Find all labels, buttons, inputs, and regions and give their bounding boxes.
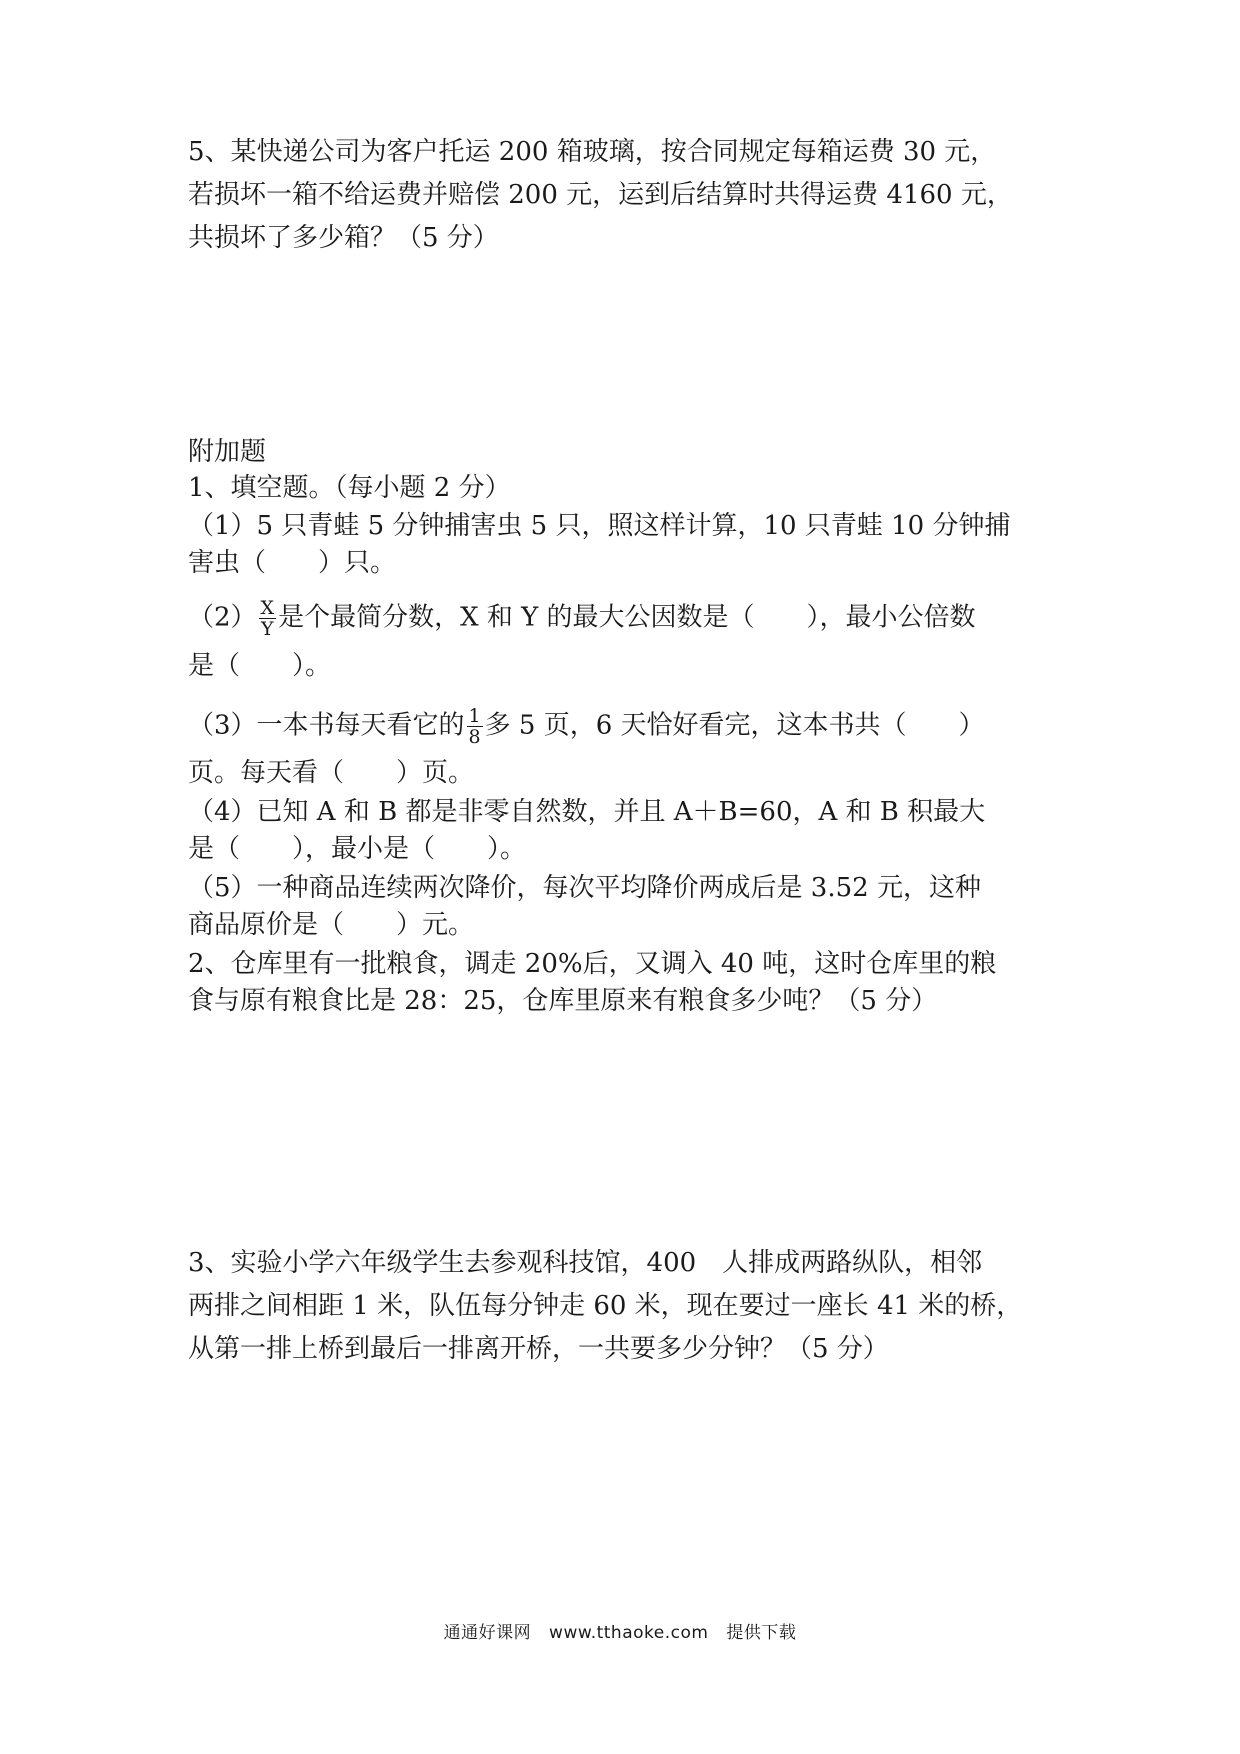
fraction-denominator: Y: [261, 618, 274, 640]
bonus-q1-sub3-line-2: 页。每天看（ ）页。: [188, 758, 475, 788]
sub3-prefix: （3）一本书每天看它的: [188, 710, 465, 741]
fraction-numerator: X: [260, 597, 275, 619]
fraction-numerator: 1: [468, 705, 481, 727]
bonus-q1-sub2-line-2: 是（ ）。: [188, 651, 332, 681]
footer-url: www.tthaoke.com: [549, 1623, 709, 1643]
sub3-rest: 多 5 页，6 天恰好看完，这本书共（ ）: [484, 710, 985, 741]
bonus-q1-sub2-line-1: [188, 598, 976, 639]
bonus-q1-sub1-line-2: 害虫（ ）只。: [188, 548, 397, 578]
bonus-q2-line-1: 2、仓库里有一批粮食，调走 20%后，又调入 40 吨，这时仓库里的粮: [188, 949, 997, 979]
bonus-q1-sub1-line-1: （1）5 只青蛙 5 分钟捕害虫 5 只，照这样计算，10 只青蛙 10 分钟捕: [188, 511, 1011, 541]
sub2-rest: 是个最简分数，X 和 Y 的最大公因数是（ ），最小公倍数: [278, 602, 976, 633]
bonus-q2-line-2: 食与原有粮食比是 28：25，仓库里原来有粮食多少吨？（5 分）: [188, 986, 938, 1016]
fraction-one-eighth: [467, 706, 483, 747]
bonus-q3-line-1: 3、实验小学六年级学生去参观科技馆，400 人排成两路纵队，相邻: [188, 1248, 983, 1278]
q5-line-1: 5、某快递公司为客户托运 200 箱玻璃，按合同规定每箱运费 30 元，: [188, 137, 997, 167]
bonus-q1-sub3-line-1: [188, 706, 985, 747]
footer-site-name: 通通好课网: [443, 1623, 532, 1643]
page-footer: [0, 1622, 1240, 1644]
bonus-q1-sub4-line-1: （4）已知 A 和 B 都是非零自然数，并且 A＋B=60，A 和 B 积最大: [188, 797, 986, 827]
bonus-q1-sub4-line-2: 是（ ），最小是（ ）。: [188, 834, 527, 864]
bonus-q1-header: 1、填空题。（每小题 2 分）: [188, 473, 511, 503]
q5-line-2: 若损坏一箱不给运费并赔偿 200 元，运到后结算时共得运费 4160 元，: [188, 180, 1013, 210]
sub2-prefix: （2）: [188, 602, 257, 633]
fraction-x-over-y: [259, 598, 277, 639]
footer-suffix: 提供下载: [726, 1623, 797, 1643]
bonus-title: 附加题: [188, 437, 267, 467]
q5-line-3: 共损坏了多少箱？（5 分）: [188, 223, 499, 253]
bonus-q1-sub5-line-2: 商品原价是（ ）元。: [188, 910, 475, 940]
bonus-q3-line-3: 从第一排上桥到最后一排离开桥，一共要多少分钟？（5 分）: [188, 1334, 889, 1364]
fraction-denominator: 8: [468, 726, 481, 748]
bonus-q3-line-2: 两排之间相距 1 米，队伍每分钟走 60 米，现在要过一座长 41 米的桥，: [188, 1291, 1023, 1321]
bonus-q1-sub5-line-1: （5）一种商品连续两次降价，每次平均降价两成后是 3.52 元，这种: [188, 873, 981, 903]
